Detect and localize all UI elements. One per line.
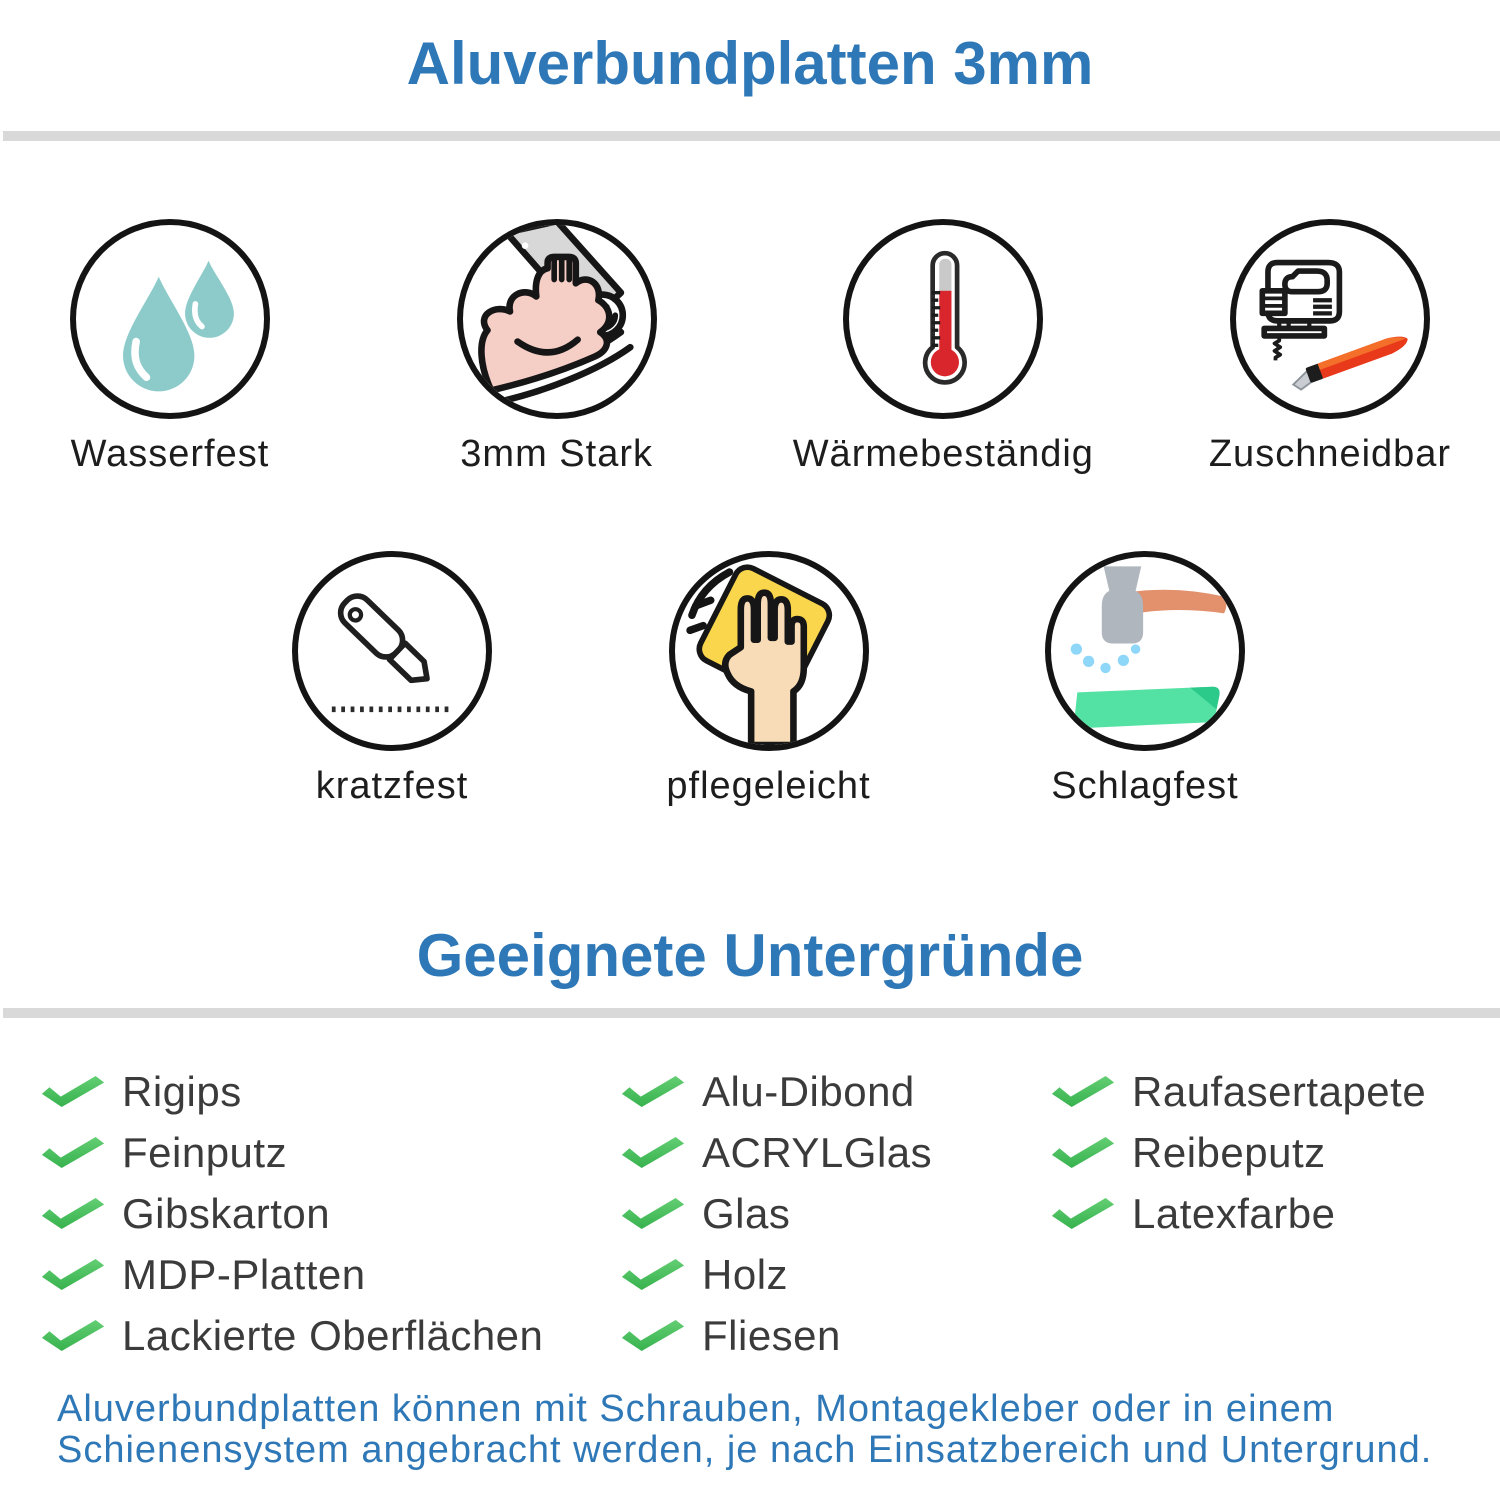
hammer-impact-icon	[1045, 551, 1245, 751]
cleaning-hand-icon	[669, 551, 869, 751]
page-title: Aluverbundplatten 3mm	[406, 30, 1094, 97]
checkmark-icon	[1050, 1197, 1116, 1230]
features-row-1	[70, 219, 1452, 476]
feature-wasserfest	[70, 219, 270, 476]
list-item-label: Rigips	[122, 1068, 242, 1115]
checkmark-icon	[40, 1258, 106, 1291]
list-item	[1050, 1183, 1470, 1244]
list-item	[40, 1183, 620, 1244]
list-item-label: Reibeputz	[1132, 1129, 1326, 1176]
checkmark-icon	[40, 1197, 106, 1230]
jigsaw-knife-icon	[1230, 219, 1430, 419]
mounting-note-line2: Schienensystem angebracht werden, je nach Einsatzbereich und Untergrund.	[57, 1429, 1433, 1471]
list-item-label: Glas	[702, 1190, 791, 1237]
substrates-column-1	[40, 1061, 620, 1366]
list-item-label: Latexfarbe	[1132, 1190, 1336, 1237]
checkmark-icon	[620, 1075, 686, 1108]
section-title-substrates: Geeignete Untergründe	[416, 922, 1084, 989]
utility-knife-icon	[292, 551, 492, 751]
list-item-label: ACRYLGlas	[702, 1129, 933, 1176]
list-item	[620, 1305, 1050, 1366]
thermometer-icon	[843, 219, 1043, 419]
list-item-label: Raufasertapete	[1132, 1068, 1427, 1115]
list-item	[620, 1183, 1050, 1244]
feature-waermebestaendig	[792, 219, 1094, 476]
feature-label: Schlagfest	[1051, 765, 1239, 807]
checkmark-icon	[1050, 1136, 1116, 1169]
list-item	[40, 1244, 620, 1305]
checkmark-icon	[40, 1136, 106, 1169]
list-item	[40, 1061, 620, 1122]
list-item	[1050, 1061, 1470, 1122]
divider-bar-bottom	[3, 1008, 1500, 1018]
feature-label: Zuschneidbar	[1208, 433, 1452, 475]
list-item-label: Alu-Dibond	[702, 1068, 915, 1115]
substrates-lists	[40, 1061, 1470, 1366]
substrates-column-2	[620, 1061, 1050, 1366]
checkmark-icon	[40, 1075, 106, 1108]
checkmark-icon	[620, 1319, 686, 1352]
checkmark-icon	[620, 1136, 686, 1169]
features-row-2	[292, 551, 1245, 808]
feature-zuschneidbar	[1208, 219, 1452, 476]
list-item-label: MDP-Platten	[122, 1251, 366, 1298]
feature-label: kratzfest	[315, 765, 469, 807]
list-item	[620, 1244, 1050, 1305]
feature-label: Wasserfest	[70, 433, 270, 475]
list-item	[620, 1061, 1050, 1122]
water-drops-icon	[70, 219, 270, 419]
list-item-label: Holz	[702, 1251, 789, 1298]
mounting-note	[57, 1389, 1480, 1471]
checkmark-icon	[620, 1258, 686, 1291]
checkmark-icon	[1050, 1075, 1116, 1108]
feature-label: 3mm Stark	[460, 433, 653, 475]
checkmark-icon	[40, 1319, 106, 1352]
list-item	[40, 1122, 620, 1183]
feature-pflegeleicht	[666, 551, 871, 808]
mounting-note-line1: Aluverbundplatten können mit Schrauben, Montagekleber oder in einem	[57, 1388, 1335, 1430]
feature-label: pflegeleicht	[666, 765, 871, 807]
list-item	[620, 1122, 1050, 1183]
substrates-column-3	[1050, 1061, 1470, 1366]
feature-label: Wärmebeständig	[792, 433, 1094, 475]
list-item-label: Lackierte Oberflächen	[122, 1312, 544, 1359]
feature-3mm-stark	[457, 219, 657, 476]
feature-kratzfest	[292, 551, 492, 808]
list-item-label: Feinputz	[122, 1129, 288, 1176]
list-item-label: Gibskarton	[122, 1190, 331, 1237]
feature-schlagfest	[1045, 551, 1245, 808]
checkmark-icon	[620, 1197, 686, 1230]
list-item-label: Fliesen	[702, 1312, 841, 1359]
list-item	[40, 1305, 620, 1366]
flexed-arm-panel-icon	[457, 219, 657, 419]
divider-bar-top	[3, 131, 1500, 141]
list-item	[1050, 1122, 1470, 1183]
